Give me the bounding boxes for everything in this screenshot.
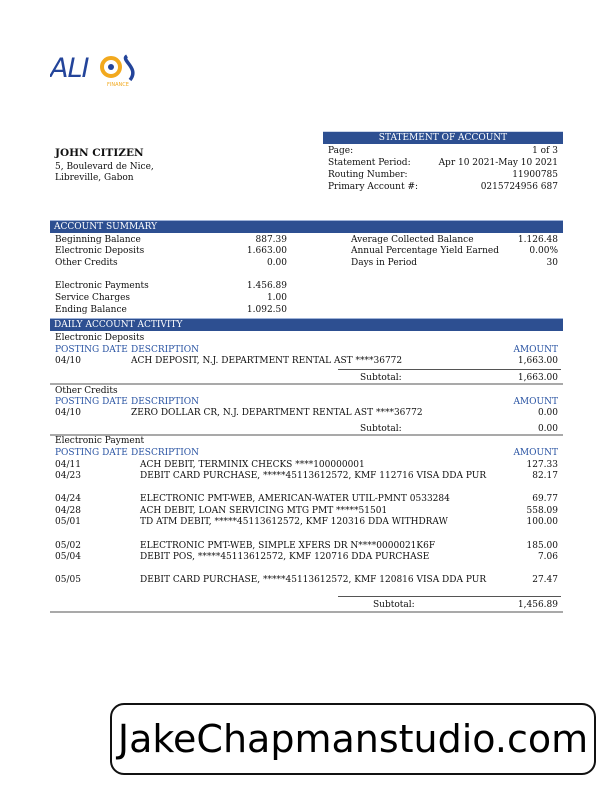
section-separator [50, 611, 563, 613]
summary-value: 30 [546, 258, 558, 268]
customer-address-line1: 5, Boulevard de Nice, [55, 162, 154, 172]
summary-value: 1.456.89 [246, 281, 287, 291]
svg-text:ALI: ALI [50, 53, 89, 84]
txn-amount: 82.17 [532, 471, 558, 481]
txn-date: 05/04 [55, 552, 81, 562]
statement-label: Statement Period: [328, 158, 411, 168]
summary-value: 1.092.50 [246, 305, 287, 315]
subtotal-value: 1,456.89 [517, 600, 558, 610]
summary-value: 887.39 [255, 235, 287, 245]
credits-title: Other Credits [55, 386, 118, 396]
statement-value: 0215724956 687 [480, 182, 558, 192]
statement-value: 11900785 [512, 170, 558, 180]
statement-row-period [328, 158, 558, 168]
divider [338, 369, 561, 370]
txn-amount: 69.77 [532, 494, 558, 504]
watermark-text: JakeChapmanstudio.com [117, 717, 589, 761]
statement-label: Primary Account #: [328, 182, 419, 192]
col-amount: AMOUNT [513, 397, 558, 407]
statement-value: Apr 10 2021-May 10 2021 [438, 158, 558, 168]
summary-value: 1.00 [266, 293, 287, 303]
txn-desc: DEBIT CARD PURCHASE, *****45113612572, KMF 120816 VISA DDA PUR [140, 575, 487, 585]
col-amount: AMOUNT [513, 345, 558, 355]
divider [338, 596, 561, 597]
summary-label: Annual Percentage Yield Earned [351, 246, 499, 256]
txn-date: 05/02 [55, 541, 81, 551]
txn-amount: 100.00 [526, 517, 558, 527]
subtotal-value: 0.00 [537, 424, 558, 434]
statement-label: Routing Number: [328, 170, 408, 180]
summary-label: Other Credits [55, 258, 118, 268]
summary-value: 1.663.00 [246, 246, 287, 256]
col-description: DESCRIPTION [131, 397, 200, 407]
txn-date: 05/01 [55, 517, 81, 527]
col-posting-date: POSTING DATE [55, 345, 128, 355]
txn-amount: 558.09 [526, 506, 558, 516]
statement-row-page [328, 146, 558, 156]
col-amount: AMOUNT [513, 448, 558, 458]
summary-label: Average Collected Balance [351, 235, 474, 245]
txn-amount: 185.00 [526, 541, 558, 551]
txn-amount: 7.06 [537, 552, 558, 562]
txn-amount: 127.33 [526, 460, 558, 470]
alios-finance-logo [50, 50, 150, 90]
subtotal-value: 1,663.00 [517, 373, 558, 383]
summary-label: Ending Balance [55, 305, 127, 315]
svg-text:FINANCE: FINANCE [107, 82, 129, 88]
txn-desc: TD ATM DEBIT, *****45113612572, KMF 120316 DDA WITHDRAW [140, 517, 448, 527]
summary-label: Service Charges [55, 293, 131, 303]
txn-date: 04/10 [55, 356, 81, 366]
deposits-title: Electronic Deposits [55, 333, 145, 343]
summary-label: Days in Period [351, 258, 418, 268]
summary-value: 0.00% [529, 246, 558, 256]
account-summary-header: ACCOUNT SUMMARY [50, 220, 563, 233]
statement-header: STATEMENT OF ACCOUNT [323, 131, 563, 144]
txn-desc: ACH DEPOSIT, N.J. DEPARTMENT RENTAL AST ****36772 [131, 356, 403, 366]
subtotal-label: Subtotal: [360, 424, 402, 434]
txn-date: 04/28 [55, 506, 81, 516]
txn-date: 05/05 [55, 575, 81, 585]
statement-value: 1 of 3 [532, 146, 558, 156]
txn-desc: DEBIT CARD PURCHASE, *****45113612572, KMF 112716 VISA DDA PUR [140, 471, 487, 481]
col-posting-date: POSTING DATE [55, 448, 128, 458]
statement-row-account [328, 182, 558, 192]
subtotal-label: Subtotal: [360, 373, 402, 383]
col-description: DESCRIPTION [131, 345, 200, 355]
subtotal-label: Subtotal: [373, 600, 415, 610]
txn-desc: ELECTRONIC PMT-WEB, SIMPLE XFERS DR N****0000021K6F [140, 541, 436, 551]
customer-address-line2: Libreville, Gabon [55, 173, 134, 183]
txn-desc: ZERO DOLLAR CR, N.J. DEPARTMENT RENTAL AST ****36772 [131, 408, 423, 418]
txn-date: 04/23 [55, 471, 81, 481]
statement-label: Page: [328, 146, 354, 156]
col-description: DESCRIPTION [131, 448, 200, 458]
txn-desc: ELECTRONIC PMT-WEB, AMERICAN-WATER UTIL-PMNT 0533284 [140, 494, 450, 504]
txn-desc: DEBIT POS, *****45113612572, KMF 120716 DDA PURCHASE [140, 552, 430, 562]
txn-date: 04/24 [55, 494, 81, 504]
txn-amount: 27.47 [532, 575, 558, 585]
daily-activity-header: DAILY ACCOUNT ACTIVITY [50, 318, 563, 331]
txn-amount: 0.00 [537, 408, 558, 418]
col-posting-date: POSTING DATE [55, 397, 128, 407]
summary-label: Electronic Deposits [55, 246, 145, 256]
summary-label: Beginning Balance [55, 235, 141, 245]
customer-name: JOHN CITIZEN [55, 147, 144, 159]
txn-desc: ACH DEBIT, TERMINIX CHECKS ****100000001 [140, 460, 365, 470]
statement-row-routing [328, 170, 558, 180]
txn-date: 04/10 [55, 408, 81, 418]
txn-date: 04/11 [55, 460, 81, 470]
summary-value: 1.126.48 [517, 235, 558, 245]
txn-desc: ACH DEBIT, LOAN SERVICING MTG PMT *****51501 [140, 506, 388, 516]
payments-title: Electronic Payment [55, 436, 145, 446]
section-separator [50, 383, 563, 385]
summary-value: 0.00 [266, 258, 287, 268]
summary-label: Electronic Payments [55, 281, 149, 291]
txn-amount: 1,663.00 [517, 356, 558, 366]
